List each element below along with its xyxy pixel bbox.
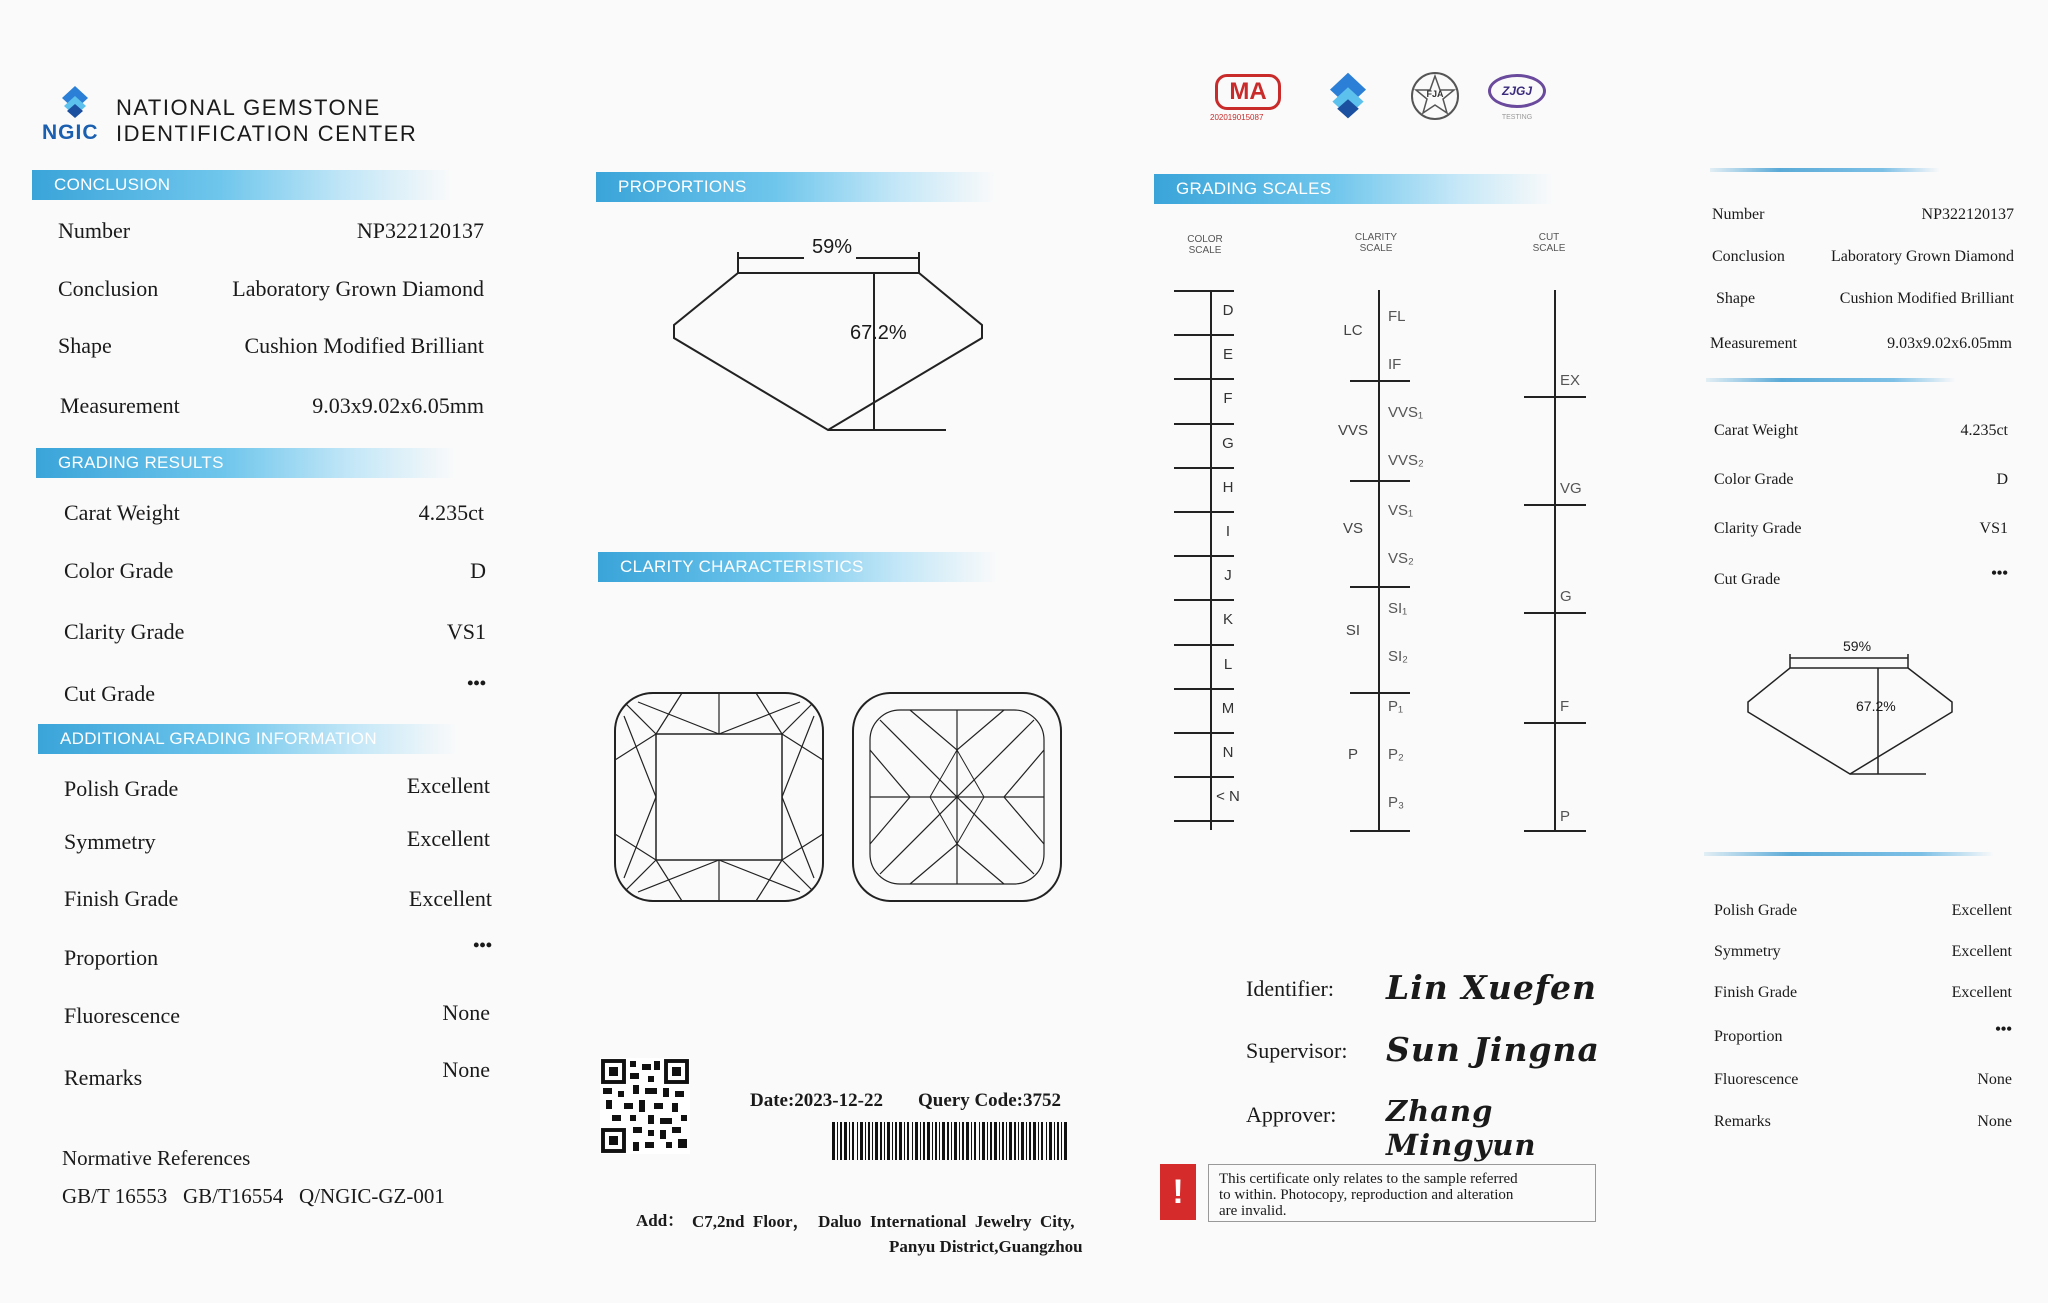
card-color-value: D <box>1996 471 2008 488</box>
clarity-group-label: LC <box>1343 322 1363 339</box>
card-carat-value: 4.235ct <box>1960 422 2008 439</box>
color-scale-tick <box>1174 467 1234 469</box>
cut-grade-label: F <box>1560 698 1570 715</box>
remarks-value: None <box>442 1057 490 1082</box>
color-grade-label: H <box>1222 478 1234 496</box>
card-polish-value: Excellent <box>1951 902 2012 919</box>
cut-scale-title-2: SCALE <box>1532 243 1566 254</box>
identifier-row <box>1246 968 1636 1018</box>
notice-box <box>1160 1160 1598 1230</box>
clarity-group-tick <box>1350 692 1410 694</box>
color-scale-tick <box>1174 688 1234 690</box>
cut-grade-label: EX <box>1560 372 1581 389</box>
clarity-group-label: VVS <box>1337 422 1368 439</box>
color-label: Color Grade <box>64 558 174 583</box>
zjgj-mark <box>1488 74 1548 121</box>
card-cut-label: Cut Grade <box>1714 571 1781 588</box>
approver-row <box>1246 1094 1636 1162</box>
card-proportions-diagram <box>1740 640 1960 780</box>
supervisor-signature: Sun Jingna <box>1386 1030 1600 1069</box>
card-color-label: Color Grade <box>1714 471 1794 488</box>
clarity-grade-label: P₂ <box>1388 746 1404 763</box>
cma-mark <box>1210 74 1290 122</box>
address-line1: C7,2nd Floor， Daluo International Jewelry City, <box>692 1212 1075 1231</box>
clarity-grade-label: FL <box>1388 308 1406 325</box>
color-scale-tick <box>1174 732 1234 734</box>
additional-info-header: ADDITIONAL GRADING INFORMATION <box>38 724 458 754</box>
color-scale-tick <box>1174 290 1234 292</box>
cma-mark-text: MA <box>1215 74 1281 110</box>
notice-line-3: are invalid. <box>1219 1203 1287 1219</box>
card-proportion-label: Proportion <box>1714 1028 1783 1045</box>
color-scale-tick <box>1174 511 1234 513</box>
conclusion-value: Laboratory Grown Diamond <box>232 276 484 301</box>
org-name-line2: IDENTIFICATION CENTER <box>116 121 418 146</box>
cut-scale-axis <box>1554 290 1556 830</box>
color-scale-tick <box>1174 820 1234 822</box>
color-grade-label: J <box>1224 567 1232 585</box>
cut-scale-tick <box>1524 722 1586 724</box>
grading-results-header: GRADING RESULTS <box>36 448 456 478</box>
clarity-characteristics-header: CLARITY CHARACTERISTICS <box>598 552 998 582</box>
crown-plot-diagram <box>612 690 826 904</box>
proportion-label: Proportion <box>64 945 159 970</box>
color-grade-label: N <box>1222 744 1234 761</box>
color-value: D <box>470 558 486 583</box>
color-grade-label: < N <box>1216 788 1240 806</box>
notice-line-1: This certificate only relates to the sample referred <box>1219 1171 1518 1187</box>
symmetry-label: Symmetry <box>64 829 156 854</box>
card-cut-value: ••• <box>1991 565 2008 582</box>
color-grade-label: K <box>1222 611 1233 629</box>
card-clarity-value: VS1 <box>1979 520 2008 537</box>
zjgj-text: ZJGJ <box>1488 74 1546 108</box>
color-scale-tick <box>1174 644 1234 646</box>
card-rule-bottom <box>1704 852 1994 856</box>
cut-grade-label: VG <box>1560 480 1582 497</box>
card-finish-value: Excellent <box>1951 984 2012 1001</box>
measurement-value: 9.03x9.02x6.05mm <box>312 393 484 418</box>
card-symmetry-label: Symmetry <box>1714 943 1781 960</box>
card-symmetry-value: Excellent <box>1951 943 2012 960</box>
card-finish-label: Finish Grade <box>1714 984 1798 1001</box>
clarity-group-tick <box>1350 380 1410 382</box>
cut-grade-label: G <box>1560 588 1572 605</box>
proportions-table-value: 59% <box>812 236 853 258</box>
color-grade-label: M <box>1221 699 1235 717</box>
finish-label: Finish Grade <box>64 886 179 911</box>
card-shape-value: Cushion Modified Brilliant <box>1839 290 2014 307</box>
card-table-value: 59% <box>1840 638 1874 654</box>
color-grade-label: F <box>1223 390 1233 408</box>
fja-text: FJA <box>1426 89 1444 99</box>
card-clarity-label: Clarity Grade <box>1714 520 1802 537</box>
card-polish-label: Polish Grade <box>1714 902 1798 919</box>
card-remarks-value: None <box>1977 1113 2012 1130</box>
clarity-scale <box>1330 290 1460 836</box>
fluorescence-value: None <box>442 1000 490 1025</box>
color-grade-label: D <box>1222 302 1234 319</box>
grading-scales-header: GRADING SCALES <box>1154 174 1554 204</box>
cut-scale <box>1520 290 1600 836</box>
number-label: Number <box>58 218 131 243</box>
shape-label: Shape <box>58 333 112 358</box>
notice-line-2: to within. Photocopy, reproduction and alteration <box>1219 1187 1514 1203</box>
carat-value: 4.235ct <box>418 500 484 525</box>
cut-scale-title <box>1526 232 1572 254</box>
color-scale-tick <box>1174 555 1234 557</box>
card-measurement-value: 9.03x9.02x6.05mm <box>1887 335 2012 352</box>
clarity-grade-label: VS₂ <box>1388 550 1414 567</box>
clarity-label: Clarity Grade <box>64 619 185 644</box>
zjgj-sub: TESTING <box>1501 114 1533 121</box>
card-number-label: Number <box>1712 206 1765 223</box>
query-code: Query Code:3752 <box>918 1090 1062 1111</box>
address-line2: Panyu District,Guangzhou <box>889 1237 1083 1256</box>
approver-signature: Zhang Mingyun <box>1386 1094 1537 1162</box>
clarity-grade-label: VVS₂ <box>1388 452 1424 469</box>
card-rule-mid <box>1706 378 1956 382</box>
proportion-value: ••• <box>473 935 492 955</box>
marks-row <box>1210 70 1570 130</box>
clarity-group-label: SI <box>1345 622 1361 639</box>
cut-scale-tick <box>1524 396 1586 398</box>
proportions-depth-value: 67.2% <box>850 322 907 344</box>
cut-scale-title-1: CUT <box>1538 232 1560 243</box>
color-scale-tick <box>1174 378 1234 380</box>
cut-value: ••• <box>467 673 486 693</box>
fja-mark <box>1408 70 1462 122</box>
carat-label: Carat Weight <box>64 500 180 525</box>
color-scale-title-2: SCALE <box>1188 245 1222 256</box>
cut-label: Cut Grade <box>64 681 156 706</box>
barcode <box>832 1122 1070 1160</box>
normative-title: Normative References <box>62 1146 251 1170</box>
notice-text <box>1208 1164 1596 1222</box>
color-grade-label: I <box>1225 523 1231 540</box>
clarity-group-label: P <box>1347 746 1358 763</box>
ngic-mark-icon <box>1318 70 1378 126</box>
card-carat-label: Carat Weight <box>1714 422 1799 439</box>
cut-grade-label: P <box>1560 808 1571 825</box>
card-measurement-label: Measurement <box>1710 335 1798 352</box>
clarity-grade-label: SI₂ <box>1388 648 1408 665</box>
symmetry-value: Excellent <box>406 826 490 851</box>
polish-label: Polish Grade <box>64 776 179 801</box>
conclusion-label: Conclusion <box>58 276 159 301</box>
card-remarks-label: Remarks <box>1714 1113 1771 1130</box>
polish-value: Excellent <box>406 773 490 798</box>
identifier-label: Identifier: <box>1246 976 1334 1001</box>
number-value: NP322120137 <box>356 218 484 243</box>
card-fluorescence-label: Fluorescence <box>1714 1071 1799 1088</box>
color-grade-label: E <box>1222 346 1233 364</box>
fluorescence-label: Fluorescence <box>64 1003 181 1028</box>
card-shape-label: Shape <box>1716 290 1756 307</box>
warning-icon: ! <box>1160 1164 1196 1220</box>
qr-code <box>600 1058 690 1154</box>
finish-value: Excellent <box>408 886 492 911</box>
clarity-group-tick <box>1350 480 1410 482</box>
clarity-scale-axis <box>1378 290 1380 830</box>
ngic-diamond-icon <box>50 84 100 126</box>
color-grade-label: L <box>1223 655 1233 673</box>
supervisor-label: Supervisor: <box>1246 1038 1348 1063</box>
card-depth-value: 67.2% <box>1856 698 1896 714</box>
cut-scale-tick <box>1524 612 1586 614</box>
clarity-scale-title-1: CLARITY <box>1354 232 1398 243</box>
shape-value: Cushion Modified Brilliant <box>244 333 484 358</box>
color-scale-tick <box>1174 334 1234 336</box>
cut-scale-tick <box>1524 830 1586 832</box>
pavilion-plot-diagram <box>850 690 1064 904</box>
clarity-grade-label: P₁ <box>1388 698 1404 715</box>
clarity-grade-label: IF <box>1388 356 1402 373</box>
card-rule-top <box>1710 168 1940 172</box>
card-number-value: NP322120137 <box>1921 206 2014 223</box>
color-scale-title-1: COLOR <box>1187 234 1223 245</box>
approver-label: Approver: <box>1246 1102 1337 1127</box>
clarity-scale-title-2: SCALE <box>1359 243 1393 254</box>
ngic-abbr: NGIC <box>42 121 99 144</box>
color-scale-tick <box>1174 423 1234 425</box>
card-proportion-value: ••• <box>1995 1021 2012 1038</box>
cut-scale-tick <box>1524 504 1586 506</box>
color-grade-label: G <box>1222 434 1234 452</box>
issue-date: Date:2023-12-22 <box>750 1090 883 1111</box>
remarks-label: Remarks <box>64 1065 143 1090</box>
normative-refs: GB/T 16553 GB/T16554 Q/NGIC-GZ-001 <box>62 1184 445 1208</box>
proportions-header: PROPORTIONS <box>596 172 996 202</box>
clarity-grade-label: VS₁ <box>1388 502 1414 519</box>
color-scale-tick <box>1174 599 1234 601</box>
clarity-grade-label: P₃ <box>1388 794 1405 811</box>
color-scale-tick <box>1174 776 1234 778</box>
clarity-grade-label: SI₁ <box>1388 600 1408 617</box>
measurement-label: Measurement <box>60 393 180 418</box>
address-label: Add： <box>636 1211 685 1230</box>
clarity-group-tick <box>1350 830 1410 832</box>
clarity-scale-title <box>1348 232 1404 254</box>
color-scale <box>1170 290 1250 836</box>
supervisor-row <box>1246 1030 1636 1080</box>
proportions-diagram <box>660 230 1000 440</box>
card-conclusion-value: Laboratory Grown Diamond <box>1830 248 2014 265</box>
card-conclusion-label: Conclusion <box>1712 248 1785 265</box>
ngic-logo <box>42 84 112 144</box>
color-scale-title <box>1180 234 1230 256</box>
conclusion-header: CONCLUSION <box>32 170 452 200</box>
cma-number: 202019015087 <box>1210 113 1264 122</box>
clarity-value: VS1 <box>446 619 486 644</box>
clarity-group-label: VS <box>1342 520 1363 537</box>
org-name-line1: NATIONAL GEMSTONE <box>116 95 381 120</box>
clarity-group-tick <box>1350 586 1410 588</box>
clarity-grade-label: VVS₁ <box>1388 404 1424 421</box>
identifier-signature: Lin Xuefen <box>1386 968 1597 1007</box>
card-fluorescence-value: None <box>1977 1071 2012 1088</box>
